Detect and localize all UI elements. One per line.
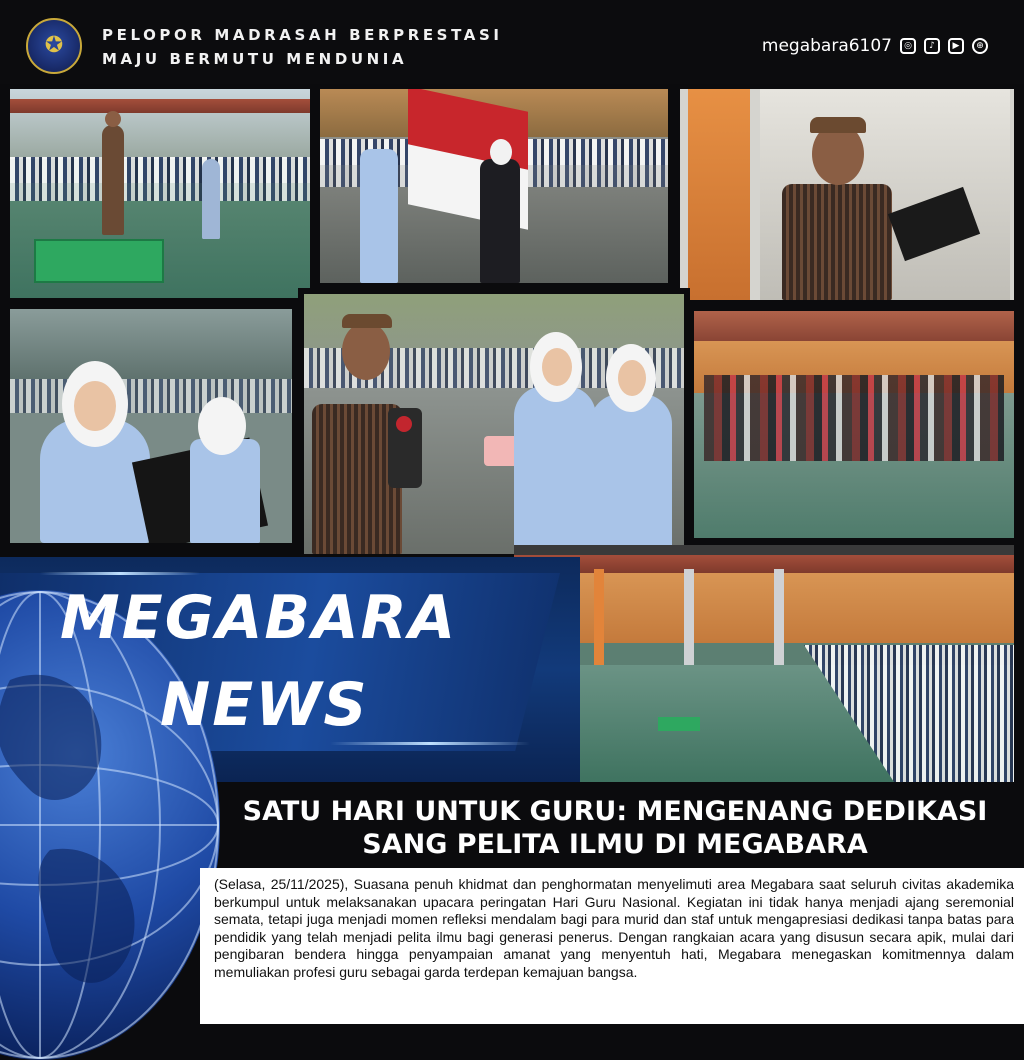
banner-title-news: NEWS [160,670,369,740]
photo-speaker-microphone [680,89,1014,300]
instagram-icon[interactable]: ◎ [900,38,916,54]
tiktok-icon[interactable]: ♪ [924,38,940,54]
logo-emblem-icon: ✪ [44,33,64,58]
motto-line-2: MAJU BERMUTU MENDUNIA [102,50,408,68]
photo-assembly-podium [10,89,310,298]
school-logo [26,18,82,74]
globe-grid-icon [0,590,220,1060]
article-headline [210,795,1020,861]
globe-graphic [0,590,220,1060]
banner-title-megabara: MEGABARA [60,583,458,653]
light-flare [330,742,530,745]
headline-line-1: SATU HARI UNTUK GURU: MENGENANG DEDIKASI [242,796,988,827]
social-handle[interactable]: megabara6107 [761,36,892,56]
article-body: (Selasa, 25/11/2025), Suasana penuh khidmat dan penghormatan menyelimuti area Megabara saat seluruh civitas akademika berkumpul untuk melaksanakan upacara peringatan Hari Guru Nasional. Kegiatan ini tidak hanya menjadi ajang seremonial semata, tetapi juga menjadi momen refleksi mendalam bagi para murid dan staf untuk mengapresiasi dedikasi tanpa batas para pendidik yang telah menjadi pelita ilmu bagi generasi penerus. Dengan rangkaian acara yang disusun secara apik, mulai dari pengibaran bendera hingga penyampaian amanat yang menyentuh hati, Megabara menegaskan komitmennya dalam memuliakan profesi guru sebagai garda terdepan kemajuan bangsa. [214,876,1014,980]
photo-cake-presentation [298,288,690,560]
light-flare [40,572,200,575]
headline-line-2: SANG PELITA ILMU DI MEGABARA [362,829,868,860]
social-icons [900,38,988,54]
photo-teachers-line [694,311,1014,538]
youtube-icon[interactable]: ▶ [948,38,964,54]
photo-wide-assembly [514,545,1014,782]
globe-icon[interactable]: ⊕ [972,38,988,54]
photo-student-reading [10,309,292,543]
photo-flag-raising [320,89,668,283]
motto-line-1: PELOPOR MADRASAH BERPRESTASI [102,26,503,44]
